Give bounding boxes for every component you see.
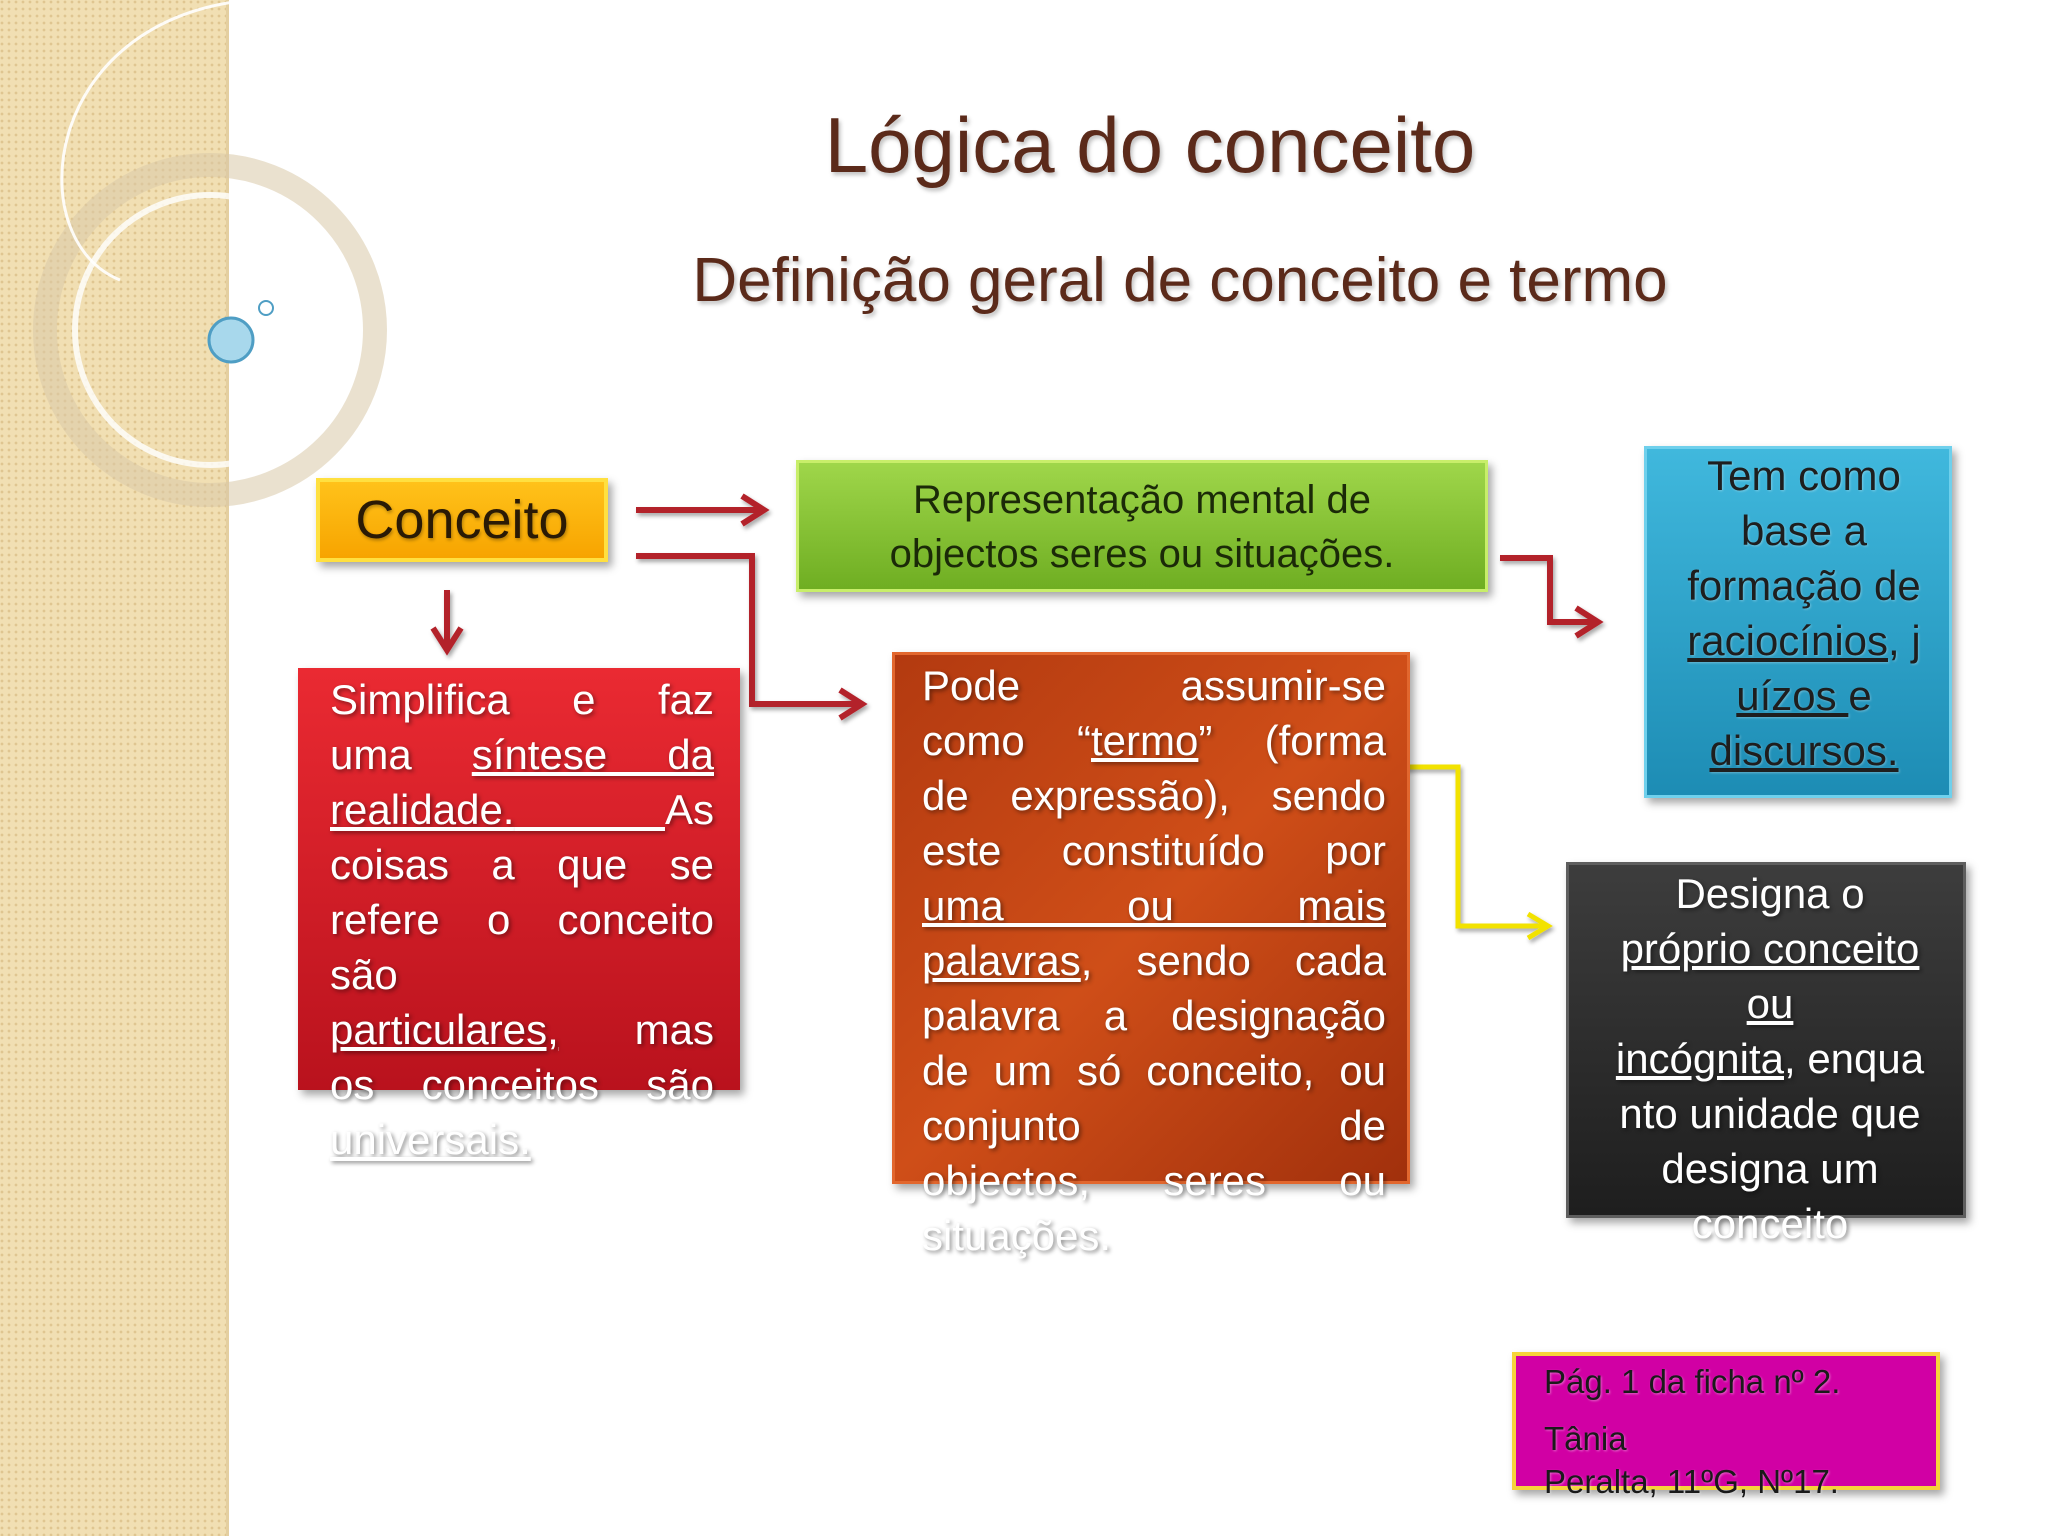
background-decoration — [0, 0, 420, 520]
word: de — [1339, 1102, 1386, 1149]
text-line: de um só conceito, ou — [922, 1047, 1386, 1094]
underlined-term: palavras — [922, 937, 1081, 984]
text-line: ou — [1746, 980, 1794, 1027]
page-subtitle: Definição geral de conceito e termo — [692, 246, 1668, 315]
pode-text — [922, 658, 1386, 1263]
text-line: formação de — [1687, 562, 1921, 609]
underlined-term: realidade. — [330, 786, 515, 833]
credits-line: Peralta, 11ºG, Nº17. — [1544, 1463, 1839, 1500]
underlined-term: j — [1911, 617, 1921, 664]
text-line — [330, 672, 714, 727]
arrow-conceito-to-representacao — [636, 496, 764, 524]
text-line: objectos, seres ou — [922, 1157, 1386, 1204]
text-line: conceito — [1691, 1200, 1849, 1247]
text-line: os conceitos são — [330, 1061, 714, 1108]
text-line: próprio conceito — [1620, 925, 1920, 972]
text-line — [330, 727, 714, 782]
word: As — [664, 786, 714, 833]
text-line: são — [330, 951, 398, 998]
word: ” (forma — [1198, 717, 1386, 764]
text-line: este constituído por — [922, 827, 1386, 874]
underlined-term: síntese da — [471, 731, 714, 778]
word: faz — [657, 676, 715, 723]
word: e — [1848, 672, 1872, 719]
text-line — [330, 782, 714, 837]
word: assumir-se — [1180, 662, 1386, 709]
text-line: designa um — [1661, 1145, 1879, 1192]
underlined-term: particulares, — [330, 1006, 559, 1053]
text-line: palavra a designação — [922, 992, 1386, 1039]
tem-text — [1656, 448, 1952, 778]
underlined-term: termo — [1091, 717, 1199, 764]
word: mas — [634, 1006, 714, 1053]
conceito-label: Conceito — [355, 490, 569, 550]
text-line — [1590, 1031, 1950, 1086]
word: , — [1888, 617, 1912, 664]
credits-line: Pág. 1 da ficha nº 2. — [1544, 1363, 1841, 1400]
text-line: discursos. — [1709, 727, 1899, 774]
representacao-line: objectos seres ou situações. — [889, 532, 1395, 576]
word: como “ — [922, 717, 1091, 764]
word: conjunto — [922, 1102, 1081, 1149]
text-line — [330, 1002, 714, 1057]
underlined-term: uízos — [1736, 672, 1849, 719]
text-line: Tem como — [1707, 452, 1901, 499]
text-line — [922, 933, 1386, 988]
word: e — [572, 676, 596, 723]
text-line — [1656, 668, 1952, 723]
designa-text — [1590, 866, 1950, 1251]
text-line: situações. — [922, 1212, 1112, 1259]
text-line: coisas a que se — [330, 841, 714, 888]
representacao-line: Representação mental de — [912, 478, 1372, 522]
arrow-conceito-to-simplifica — [433, 590, 461, 650]
text-line: Designa o — [1675, 870, 1865, 917]
credits-line: Tânia — [1544, 1420, 1627, 1457]
arrow-representacao-to-tem — [1500, 558, 1598, 636]
word: uma — [330, 731, 412, 778]
page-title: Lógica do conceito — [824, 101, 1476, 189]
text-line — [922, 713, 1386, 768]
text-line — [330, 1112, 714, 1167]
text-line — [1656, 613, 1952, 668]
word: Pode — [922, 662, 1021, 709]
word: , sendo cada — [1080, 937, 1386, 984]
word: , enqua — [1783, 1035, 1925, 1082]
conceito-box — [316, 478, 608, 562]
text-line — [922, 658, 1386, 713]
underlined-term: universais. — [330, 1116, 531, 1163]
word: Simplifica — [330, 676, 510, 723]
text-line: de expressão), sendo — [922, 772, 1386, 819]
text-line: refere o conceito — [330, 896, 714, 943]
underlined-term: incógnita — [1615, 1035, 1784, 1082]
deco-bubble-small — [259, 301, 273, 315]
credits-text — [1544, 1360, 1934, 1503]
deco-arc — [62, 0, 250, 280]
text-line: nto unidade que — [1619, 1090, 1921, 1137]
representacao-box — [796, 460, 1488, 592]
text-line: base a — [1740, 507, 1868, 554]
simplifica-text — [330, 672, 714, 1167]
text-line — [922, 1098, 1386, 1153]
deco-bubble-large — [209, 318, 253, 362]
underlined-term: raciocínios — [1687, 617, 1889, 664]
text-line: uma ou mais — [922, 882, 1386, 929]
